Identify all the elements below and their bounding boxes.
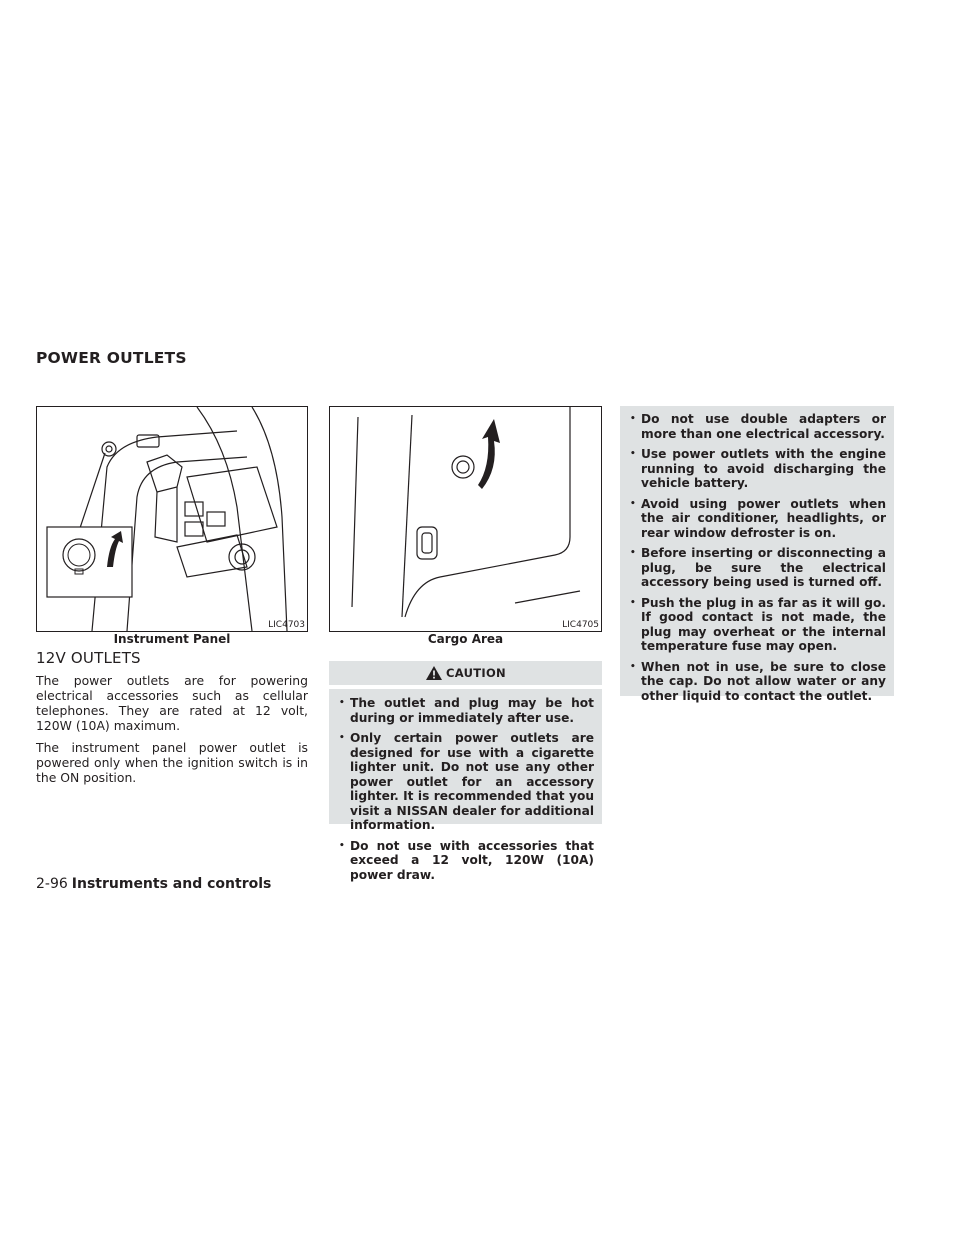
caution-item: • Do not use double adapters or more than one electrical accessory. [628, 412, 886, 441]
caution-item: • Avoid using power outlets when the air conditioner, headlights, or rear window defroster is on. [628, 497, 886, 541]
caution-item: • Use power outlets with the engine running to avoid discharging the vehicle battery. [628, 447, 886, 491]
warning-triangle-icon [425, 665, 443, 681]
figure-code: LIC4705 [562, 620, 599, 630]
page-number: 2-96 [36, 876, 68, 892]
caution-item: • Push the plug in as far as it will go. If good contact is not made, the plug may overheat or the internal temperature fuse may open. [628, 596, 886, 654]
caution-item: • Only certain power outlets are designed for use with a cigarette lighter unit. Do not use any other power outlet for an accessory lighter. It is recommended that you visit a NISSAN dealer for additional information. [337, 731, 594, 833]
caution-item: • Before inserting or disconnecting a plug, be sure the electrical accessory being used is turned off. [628, 546, 886, 590]
body-text [36, 673, 308, 785]
subheading-12v-outlets: 12V OUTLETS [36, 649, 141, 667]
paragraph: The instrument panel power outlet is powered only when the ignition switch is in the ON position. [36, 740, 308, 785]
caution-list-continued [620, 406, 894, 714]
section-title: POWER OUTLETS [36, 349, 187, 367]
caution-list [329, 689, 602, 893]
figure-caption: Cargo Area [427, 632, 504, 646]
figure-instrument-panel [36, 406, 308, 632]
caution-box-continued [620, 406, 894, 703]
cargo-area-illustration [330, 407, 601, 631]
caution-box [329, 661, 602, 882]
caution-item: • The outlet and plug may be hot during or immediately after use. [337, 696, 594, 725]
figure-code: LIC4703 [268, 620, 305, 630]
page-footer [36, 876, 271, 892]
caution-header [329, 661, 602, 685]
paragraph: The power outlets are for powering electrical accessories such as cellular telephones. They are rated at 12 volt, 120W (10A) maximum. [36, 673, 308, 733]
figure-cargo-area [329, 406, 602, 632]
instrument-panel-illustration [37, 407, 307, 631]
figure-caption: Instrument Panel [113, 632, 231, 646]
caution-title: CAUTION [446, 666, 506, 680]
chapter-name: Instruments and controls [71, 876, 272, 892]
caution-item: • Do not use with accessories that exceed a 12 volt, 120W (10A) power draw. [337, 839, 594, 883]
caution-item: • When not in use, be sure to close the cap. Do not allow water or any other liquid to contact the outlet. [628, 660, 886, 704]
